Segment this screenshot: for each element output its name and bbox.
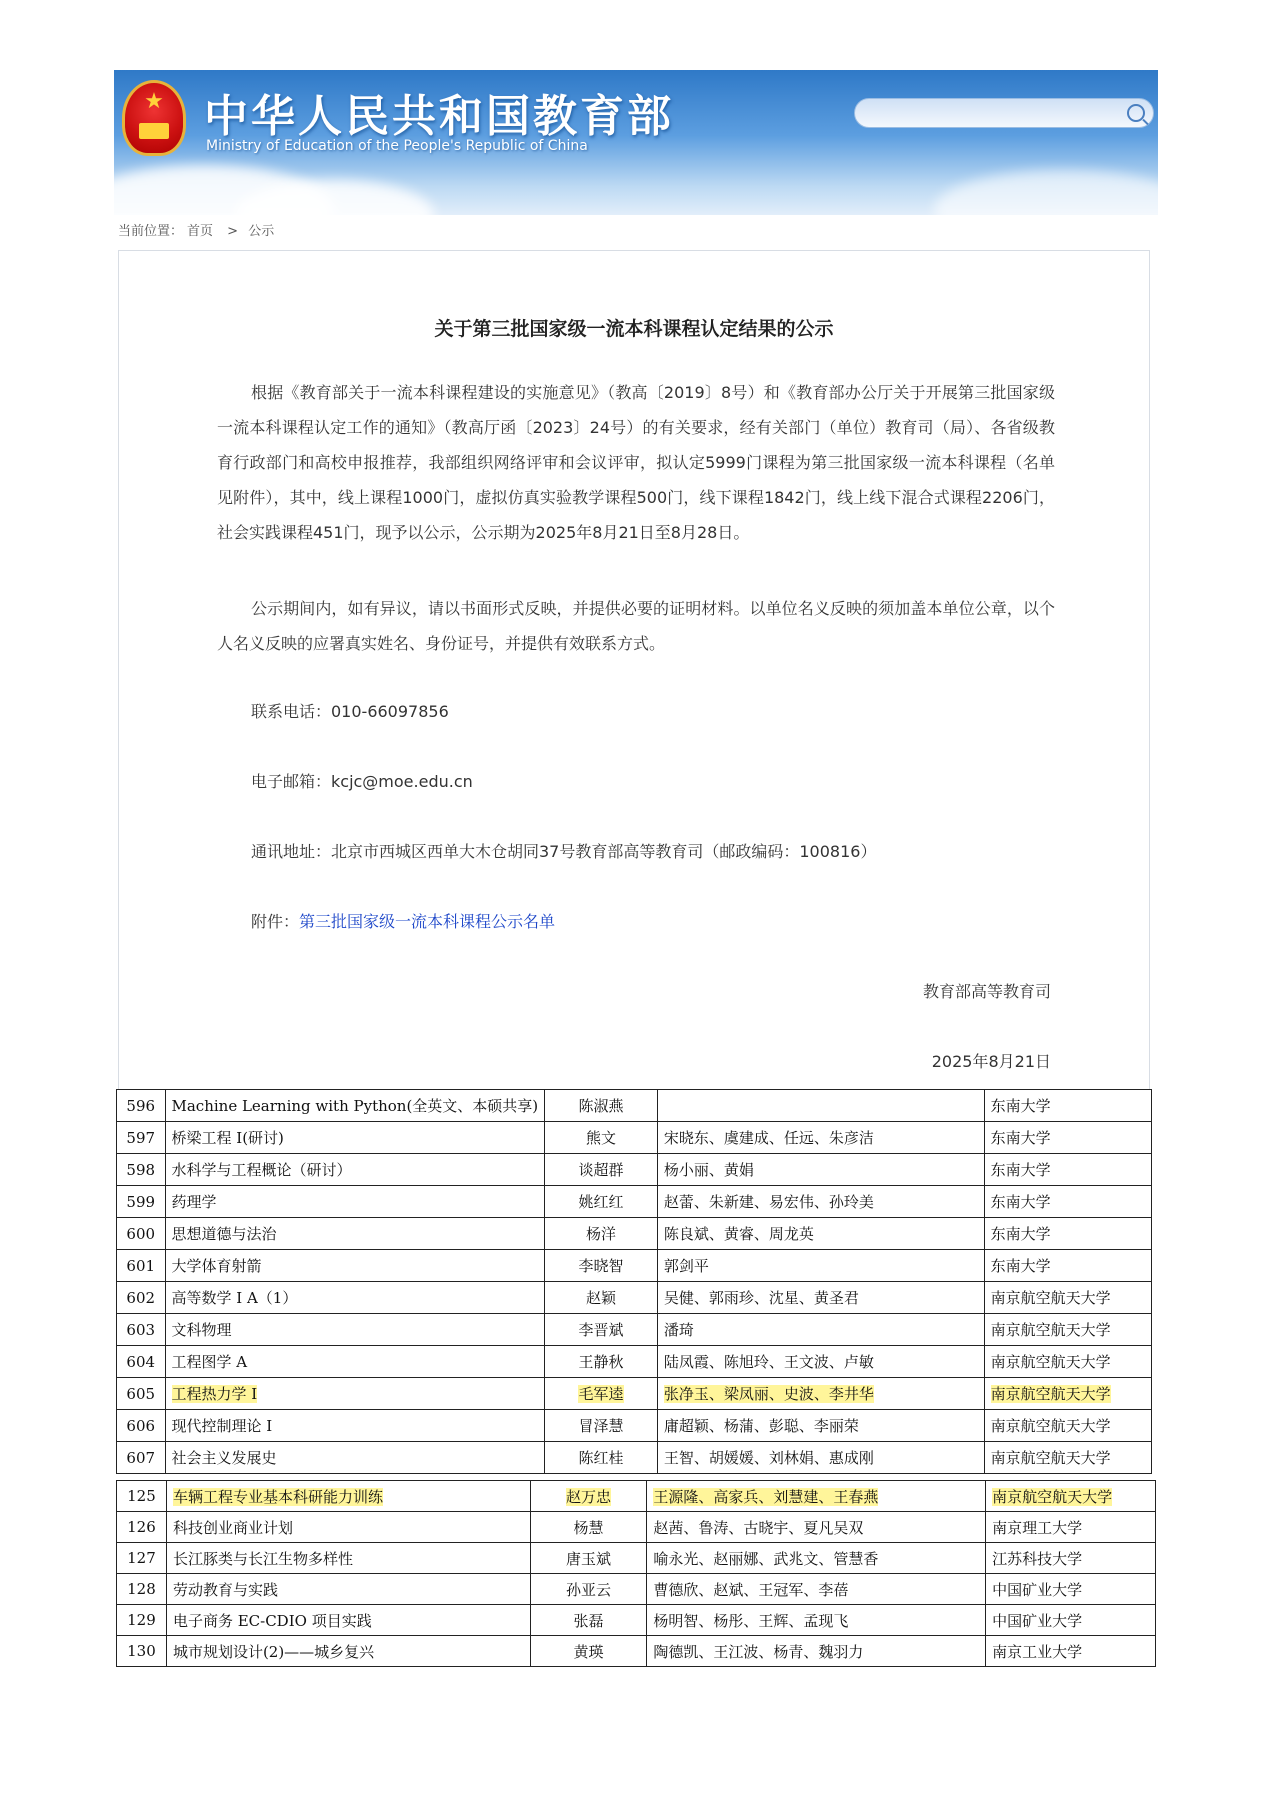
team-members-cell-text: 赵蕾、朱新建、易宏伟、孙玲美 [663,1193,874,1211]
course-name-cell-text: 思想道德与法治 [171,1225,277,1243]
row-number-cell [117,1314,166,1346]
school-cell [984,1314,1151,1346]
course-name-cell-text: 长江豚类与长江生物多样性 [172,1549,353,1568]
course-name-cell [165,1282,545,1314]
course-lead-cell-text: 唐玉斌 [565,1549,611,1568]
table-row [117,1090,1152,1122]
team-members-cell [657,1410,984,1442]
team-members-cell [647,1574,986,1605]
breadcrumb-label: 当前位置： [118,224,184,239]
course-name-cell-text: 工程图学 A [171,1353,248,1371]
attachment-link[interactable]: 第三批国家级一流本科课程公示名单 [299,912,556,931]
course-lead-cell [545,1346,658,1378]
course-lead-cell [545,1378,658,1410]
contact-address: 通讯地址：北京市西城区西单大木仓胡同37号教育部高等教育司（邮政编码：100816） [251,842,877,861]
team-members-cell-text: 宋晓东、虞建成、任远、朱彦洁 [663,1129,874,1147]
course-lead-cell-text: 赵万忠 [565,1487,611,1506]
notice-paragraph-1: 根据《教育部关于一流本科课程建设的实施意见》（教高〔2019〕8号）和《教育部办公厅关于开展第三批国家级一流本科课程认定工作的通知》（教高厅函〔2023〕24号）的有关要求，经有关部门（单位）教育司（局）、各省级教育行政部门和高校申报推荐，我部组织网络评审和会议评审，拟认定5999门课程为第三批国家级一流本科课程（名单见附件），其中，线上课程1000门，虚拟仿真实验教学课程500门，线下课程1842门，线上线下混合式课程2206门，社会实践课程451门，现予以公示，公示期为2025年8月21日至8月28日。 [217,383,1055,542]
course-name-cell [165,1442,545,1474]
school-cell [984,1154,1151,1186]
school-cell-text: 南京航空航天大学 [990,1417,1111,1435]
table-row [117,1378,1152,1410]
search-input[interactable] [854,98,1154,128]
team-members-cell-text: 曹德欣、赵斌、王冠军、李蓓 [653,1580,849,1599]
school-cell-text: 南京航空航天大学 [990,1289,1111,1307]
row-number-cell-text: 602 [126,1288,156,1307]
site-subtitle: Ministry of Education of the People's Republic of China [206,138,588,154]
table-row [117,1481,1156,1512]
course-name-cell-text: 劳动教育与实践 [172,1580,278,1599]
course-name-cell-text: 水科学与工程概论（研讨） [171,1161,352,1179]
site-title[interactable]: 中华人民共和国教育部 [204,91,674,142]
table-row [117,1512,1156,1543]
team-members-cell [647,1605,986,1636]
school-cell-text: 中国矿业大学 [992,1580,1083,1599]
signature: 教育部高等教育司 [922,982,1051,1001]
team-members-cell-text: 王智、胡媛媛、刘林娟、惠成刚 [663,1449,874,1467]
team-members-cell [657,1090,984,1122]
team-members-cell [647,1636,986,1667]
national-emblem-icon[interactable] [122,80,186,156]
course-lead-cell [545,1250,658,1282]
school-cell [984,1346,1151,1378]
row-number-cell-text: 596 [126,1096,156,1115]
team-members-cell-text: 庸超颖、杨蒲、彭聪、李丽荣 [663,1417,859,1435]
course-table-2 [116,1480,1156,1667]
school-cell [984,1410,1151,1442]
row-number-cell-text: 603 [126,1320,156,1339]
school-cell-text: 南京航空航天大学 [990,1321,1111,1339]
team-members-cell [657,1218,984,1250]
course-lead-cell-text: 黄瑛 [573,1642,604,1661]
course-name-cell [165,1122,545,1154]
site-header [114,70,1158,215]
row-number-cell-text: 598 [126,1160,156,1179]
team-members-cell-text: 陶德凯、王江波、杨青、魏羽力 [653,1642,864,1661]
team-members-cell-text: 吴健、郭雨珍、沈星、黄圣君 [663,1289,859,1307]
course-lead-cell-text: 赵颖 [585,1289,616,1307]
breadcrumb [118,220,278,239]
course-lead-cell-text: 杨慧 [573,1518,604,1537]
team-members-cell-text: 陆凤霞、陈旭玲、王文波、卢敏 [663,1353,874,1371]
school-cell-text: 东南大学 [990,1161,1051,1179]
course-lead-cell-text: 冒泽慧 [578,1417,624,1435]
attachment-line [251,909,555,932]
team-members-cell [657,1378,984,1410]
course-name-cell [165,1314,545,1346]
breadcrumb-home-link[interactable]: 首页 [187,224,214,239]
course-name-cell-text: 科技创业商业计划 [172,1518,293,1537]
course-lead-cell [545,1410,658,1442]
team-members-cell-text: 杨小丽、黄娟 [663,1161,754,1179]
school-cell-text: 东南大学 [990,1097,1051,1115]
row-number-cell-text: 127 [127,1549,156,1567]
row-number-cell-text: 130 [127,1642,156,1660]
team-members-cell [647,1481,986,1512]
course-name-cell [166,1481,530,1512]
school-cell-text: 东南大学 [990,1257,1051,1275]
row-number-cell-text: 605 [126,1384,156,1403]
team-members-cell [657,1442,984,1474]
team-members-cell [647,1512,986,1543]
team-members-cell-text: 王源隆、高家兵、刘慧建、王春燕 [653,1487,879,1506]
page-title: 关于第三批国家级一流本科课程认定结果的公示 [434,318,834,340]
school-cell-text: 南京工业大学 [992,1642,1083,1661]
course-name-cell-text: 社会主义发展史 [171,1449,277,1467]
table-row [117,1154,1152,1186]
school-cell-text: 江苏科技大学 [992,1549,1083,1568]
table-row [117,1250,1152,1282]
course-name-cell [166,1574,530,1605]
row-number-cell [117,1282,166,1314]
row-number-cell [117,1574,167,1605]
school-cell-text: 东南大学 [990,1129,1051,1147]
school-cell [986,1574,1156,1605]
course-name-cell-text: Machine Learning with Python(全英文、本硕共享) [171,1097,539,1115]
course-name-cell-text: 文科物理 [171,1321,232,1339]
course-lead-cell-text: 谈超群 [578,1161,624,1179]
school-cell [984,1186,1151,1218]
table-row [117,1543,1156,1574]
row-number-cell [117,1186,166,1218]
row-number-cell [117,1346,166,1378]
team-members-cell-text: 杨明智、杨彤、王辉、孟现飞 [653,1611,849,1630]
row-number-cell [117,1481,167,1512]
team-members-cell-text: 喻永光、赵丽娜、武兆文、管慧香 [653,1549,879,1568]
search-icon[interactable] [1127,104,1145,122]
row-number-cell-text: 604 [126,1352,156,1371]
table-row [117,1218,1152,1250]
table-row [117,1346,1152,1378]
school-cell-text: 南京航空航天大学 [990,1353,1111,1371]
row-number-cell [117,1410,166,1442]
team-members-cell [647,1543,986,1574]
course-lead-cell [530,1574,647,1605]
course-name-cell [165,1154,545,1186]
course-name-cell [165,1090,545,1122]
course-lead-cell-text: 杨洋 [585,1225,616,1243]
school-cell [986,1481,1156,1512]
school-cell-text: 南京航空航天大学 [992,1487,1113,1506]
course-lead-cell-text: 李晓智 [578,1257,624,1275]
course-name-cell [165,1218,545,1250]
contact-email: 电子邮箱：kcjc@moe.edu.cn [251,772,473,791]
course-lead-cell [530,1543,647,1574]
team-members-cell [657,1154,984,1186]
course-name-cell-text: 大学体育射箭 [171,1257,262,1275]
row-number-cell [117,1090,166,1122]
course-lead-cell-text: 陈红桂 [578,1449,624,1467]
row-number-cell-text: 129 [127,1611,156,1629]
row-number-cell-text: 599 [126,1192,156,1211]
row-number-cell [117,1250,166,1282]
school-cell-text: 东南大学 [990,1225,1051,1243]
course-lead-cell [545,1090,658,1122]
school-cell [984,1090,1151,1122]
team-members-cell-text: 郭剑平 [663,1257,709,1275]
table-row [117,1605,1156,1636]
course-name-cell [165,1186,545,1218]
team-members-cell [657,1314,984,1346]
table-row [117,1410,1152,1442]
team-members-cell-text: 张净玉、梁凤丽、史波、李井华 [663,1385,874,1403]
row-number-cell [117,1378,166,1410]
course-lead-cell [530,1636,647,1667]
course-lead-cell [545,1122,658,1154]
course-lead-cell-text: 姚红红 [578,1193,624,1211]
course-name-cell-text: 药理学 [171,1193,217,1211]
table-row [117,1636,1156,1667]
table-row [117,1186,1152,1218]
course-name-cell [165,1410,545,1442]
team-members-cell [657,1186,984,1218]
breadcrumb-separator: > [227,224,239,239]
course-lead-cell-text: 王静秋 [578,1353,624,1371]
breadcrumb-current: 公示 [248,224,275,239]
school-cell [986,1512,1156,1543]
row-number-cell-text: 125 [127,1487,156,1505]
row-number-cell-text: 600 [126,1224,156,1243]
table-row [117,1314,1152,1346]
course-lead-cell [545,1442,658,1474]
course-name-cell-text: 高等数学 I A（1） [171,1289,298,1307]
course-lead-cell-text: 张磊 [573,1611,604,1630]
course-name-cell [165,1346,545,1378]
school-cell [984,1378,1151,1410]
school-cell [984,1250,1151,1282]
notice-content [118,250,1150,1090]
row-number-cell [117,1605,167,1636]
team-members-cell [657,1250,984,1282]
course-lead-cell [545,1186,658,1218]
row-number-cell-text: 606 [126,1416,156,1435]
team-members-cell [657,1282,984,1314]
school-cell [984,1282,1151,1314]
team-members-cell [657,1122,984,1154]
course-lead-cell [530,1481,647,1512]
course-lead-cell-text: 陈淑燕 [578,1097,624,1115]
table-row [117,1282,1152,1314]
contact-phone: 联系电话：010-66097856 [251,702,449,721]
school-cell [984,1122,1151,1154]
course-name-cell [166,1605,530,1636]
school-cell [986,1636,1156,1667]
course-lead-cell [530,1512,647,1543]
row-number-cell-text: 128 [127,1580,156,1598]
table-row [117,1442,1152,1474]
school-cell-text: 中国矿业大学 [992,1611,1083,1630]
course-lead-cell [545,1314,658,1346]
course-name-cell [166,1512,530,1543]
school-cell [984,1442,1151,1474]
course-name-cell-text: 现代控制理论 I [171,1417,273,1435]
course-lead-cell [545,1154,658,1186]
course-name-cell-text: 车辆工程专业基本科研能力训练 [172,1487,383,1506]
course-name-cell-text: 桥梁工程 I(研讨) [171,1129,284,1147]
school-cell [986,1605,1156,1636]
school-cell-text: 南京航空航天大学 [990,1449,1111,1467]
school-cell-text: 南京理工大学 [992,1518,1083,1537]
row-number-cell [117,1442,166,1474]
table-row [117,1122,1152,1154]
course-name-cell-text: 工程热力学 I [171,1385,258,1403]
row-number-cell [117,1218,166,1250]
attachment-label: 附件： [251,912,300,931]
row-number-cell [117,1154,166,1186]
course-lead-cell-text: 李晋斌 [578,1321,624,1339]
course-lead-cell [545,1282,658,1314]
team-members-cell [657,1346,984,1378]
course-lead-cell-text: 毛军逵 [578,1385,624,1403]
notice-paragraph-2: 公示期间内，如有异议，请以书面形式反映，并提供必要的证明材料。以单位名义反映的须加盖本单位公章，以个人名义反映的应署真实姓名、身份证号，并提供有效联系方式。 [217,599,1055,653]
course-lead-cell [545,1218,658,1250]
row-number-cell-text: 601 [126,1256,156,1275]
row-number-cell [117,1636,167,1667]
course-name-cell-text: 电子商务 EC-CDIO 项目实践 [172,1611,372,1630]
school-cell-text: 南京航空航天大学 [990,1385,1111,1403]
course-name-cell-text: 城市规划设计(2)——城乡复兴 [172,1642,375,1661]
school-cell [986,1543,1156,1574]
row-number-cell-text: 126 [127,1518,156,1536]
course-name-cell [165,1378,545,1410]
course-lead-cell-text: 孙亚云 [565,1580,611,1599]
course-name-cell [166,1636,530,1667]
team-members-cell-text: 陈良斌、黄睿、周龙英 [663,1225,814,1243]
course-lead-cell-text: 熊文 [585,1129,616,1147]
team-members-cell-text: 赵茜、鲁涛、古晓宇、夏凡吴双 [653,1518,864,1537]
course-table-1 [116,1089,1152,1474]
table-row [117,1574,1156,1605]
school-cell [984,1218,1151,1250]
course-lead-cell [530,1605,647,1636]
row-number-cell-text: 597 [126,1128,156,1147]
row-number-cell [117,1543,167,1574]
course-name-cell [165,1250,545,1282]
school-cell-text: 东南大学 [990,1193,1051,1211]
notice-date: 2025年8月21日 [931,1052,1051,1071]
row-number-cell [117,1122,166,1154]
course-name-cell [166,1543,530,1574]
row-number-cell [117,1512,167,1543]
row-number-cell-text: 607 [126,1448,156,1467]
team-members-cell-text: 潘琦 [663,1321,694,1339]
